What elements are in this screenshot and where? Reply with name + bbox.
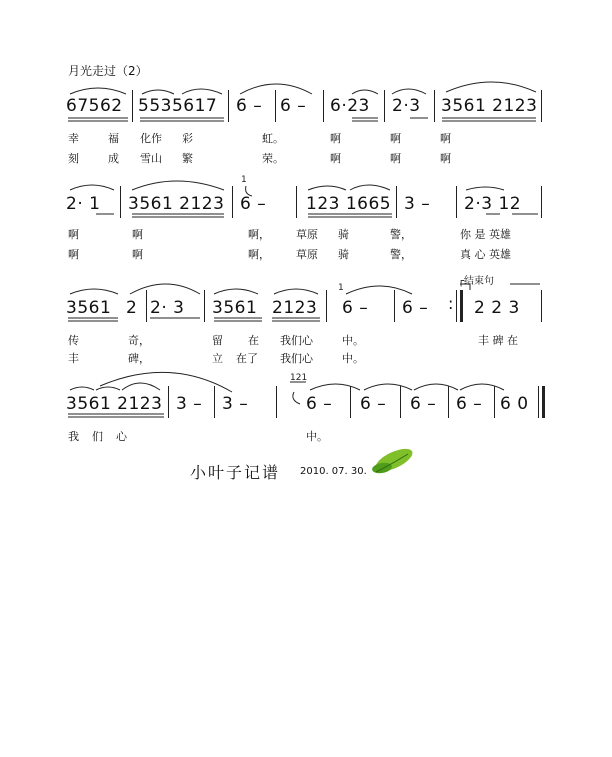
slur <box>122 383 160 390</box>
lyric: 啊 <box>330 132 341 145</box>
lyric: 我 <box>68 430 79 443</box>
slur <box>70 289 118 294</box>
lyric: 雪山 <box>140 152 162 165</box>
measure-notes: 3561 2123 <box>66 394 163 414</box>
lyric: 传 <box>68 334 79 347</box>
measure-notes: 6 – <box>402 298 429 318</box>
measure-notes: 6 – <box>240 194 267 214</box>
measure-notes: 6 – <box>360 394 387 414</box>
lyric: 啊 <box>68 248 79 261</box>
lyric: 丰 <box>68 352 79 365</box>
slur <box>96 387 120 390</box>
lyric: 警， <box>390 228 412 241</box>
lyric: 在 <box>248 334 259 347</box>
measure-notes: 6 – <box>306 394 333 414</box>
measure-notes: 67562 <box>66 96 123 116</box>
measure-notes: 2· 1 <box>66 194 101 214</box>
slur <box>346 286 412 294</box>
slur <box>100 372 232 392</box>
slur <box>414 384 458 390</box>
measure-notes: 5535617 <box>138 96 218 116</box>
measure-notes: 2123 <box>272 298 318 318</box>
lyric: 立 <box>212 352 223 365</box>
lyric: 彩 <box>182 132 193 145</box>
lyric: 虹。 <box>262 132 284 145</box>
transcriber-signature: 小叶子记谱 <box>190 463 281 482</box>
slur <box>446 82 536 92</box>
measure-notes: 6 0 <box>500 394 529 414</box>
measure-notes: 6 – <box>410 394 437 414</box>
measure-notes: 2· 3 <box>150 298 185 318</box>
lyric: 啊 <box>132 248 143 261</box>
measure-notes: 6 – <box>280 96 307 116</box>
measure-notes: 3561 <box>212 298 258 318</box>
lyric: 刻 <box>68 152 79 165</box>
score-title: 月光走过（2） <box>68 64 148 78</box>
lyric: 啊 <box>68 228 79 241</box>
slur <box>70 185 114 190</box>
lyric: 中。 <box>342 334 364 347</box>
lyric: 丰 碑 在 <box>478 334 518 347</box>
lyric: 啊， <box>248 228 270 241</box>
slur <box>70 387 94 390</box>
measure-notes: 6 – <box>456 394 483 414</box>
lyric: 真 心 英雄 <box>460 248 511 261</box>
lyric: 奇， <box>128 334 150 347</box>
measure-notes: 3 – <box>176 394 203 414</box>
transcription-date: 2010. 07. 30. <box>300 466 367 477</box>
lyric: 幸 <box>68 132 79 145</box>
slur <box>214 289 258 294</box>
lyric: 草原 <box>296 228 318 241</box>
svg-text:1: 1 <box>338 283 344 293</box>
lyric: 啊 <box>330 152 341 165</box>
lyric: 心 <box>116 430 127 443</box>
lyric: 繁 <box>182 152 193 165</box>
slur <box>308 186 346 190</box>
lyric: 我们心 <box>280 352 313 365</box>
ending-label: ┌结束句 <box>458 276 495 287</box>
lyric: 在了 <box>236 352 258 365</box>
lyric: 中。 <box>342 352 364 365</box>
lyric: 荣。 <box>262 152 284 165</box>
repeat-sign: : <box>448 294 454 313</box>
lyric: 骑 <box>338 228 349 241</box>
lyric: 你 是 英雄 <box>460 228 511 241</box>
slur <box>70 88 126 94</box>
lyric: 骑 <box>338 248 349 261</box>
lyric: 啊 <box>390 132 401 145</box>
lyric: 化作 <box>140 132 162 145</box>
measure-notes: 2 <box>126 298 138 318</box>
lyric: 们 <box>92 430 103 443</box>
leaf-logo <box>371 444 415 475</box>
slur <box>460 384 504 390</box>
lyric: 中。 <box>306 430 328 443</box>
measure-notes: 3 – <box>404 194 431 214</box>
lyric: 留 <box>212 334 223 347</box>
measure-notes: 2·3 12 <box>464 194 522 214</box>
measure-notes: 2 2 3 <box>474 298 520 318</box>
lyric: 成 <box>108 152 119 165</box>
lyric: 我们心 <box>280 334 313 347</box>
slur <box>130 284 200 294</box>
lyric: 啊 <box>390 152 401 165</box>
measure-notes: 3561 2123 <box>441 96 538 116</box>
slur <box>364 384 412 390</box>
measure-notes: 6 – <box>342 298 369 318</box>
lyric: 啊， <box>248 248 270 261</box>
lyric: 草原 <box>296 248 318 261</box>
lyric: 碑， <box>128 352 150 365</box>
measure-notes: 2·3 <box>392 96 421 116</box>
lyric: 警， <box>390 248 412 261</box>
slur <box>274 289 318 294</box>
lyric: 啊 <box>440 132 451 145</box>
slur <box>350 185 390 190</box>
measure-notes: 123 1665 <box>306 194 392 214</box>
measure-notes: 6·23 <box>330 96 370 116</box>
slur <box>182 89 222 94</box>
measure-notes: 3561 2123 <box>128 194 225 214</box>
slur <box>466 187 504 190</box>
svg-text:1: 1 <box>241 175 247 185</box>
lyric: 福 <box>108 132 119 145</box>
lyric: 啊 <box>440 152 451 165</box>
lyric: 啊 <box>132 228 143 241</box>
svg-text:121: 121 <box>290 373 308 383</box>
slur <box>392 89 426 94</box>
measure-notes: 3 – <box>222 394 249 414</box>
slur <box>310 384 360 390</box>
measure-notes: 3561 <box>66 298 112 318</box>
slur <box>132 181 224 190</box>
measure-notes: 6 – <box>236 96 263 116</box>
slur <box>352 90 378 94</box>
slur <box>240 84 312 94</box>
slur <box>142 90 174 94</box>
